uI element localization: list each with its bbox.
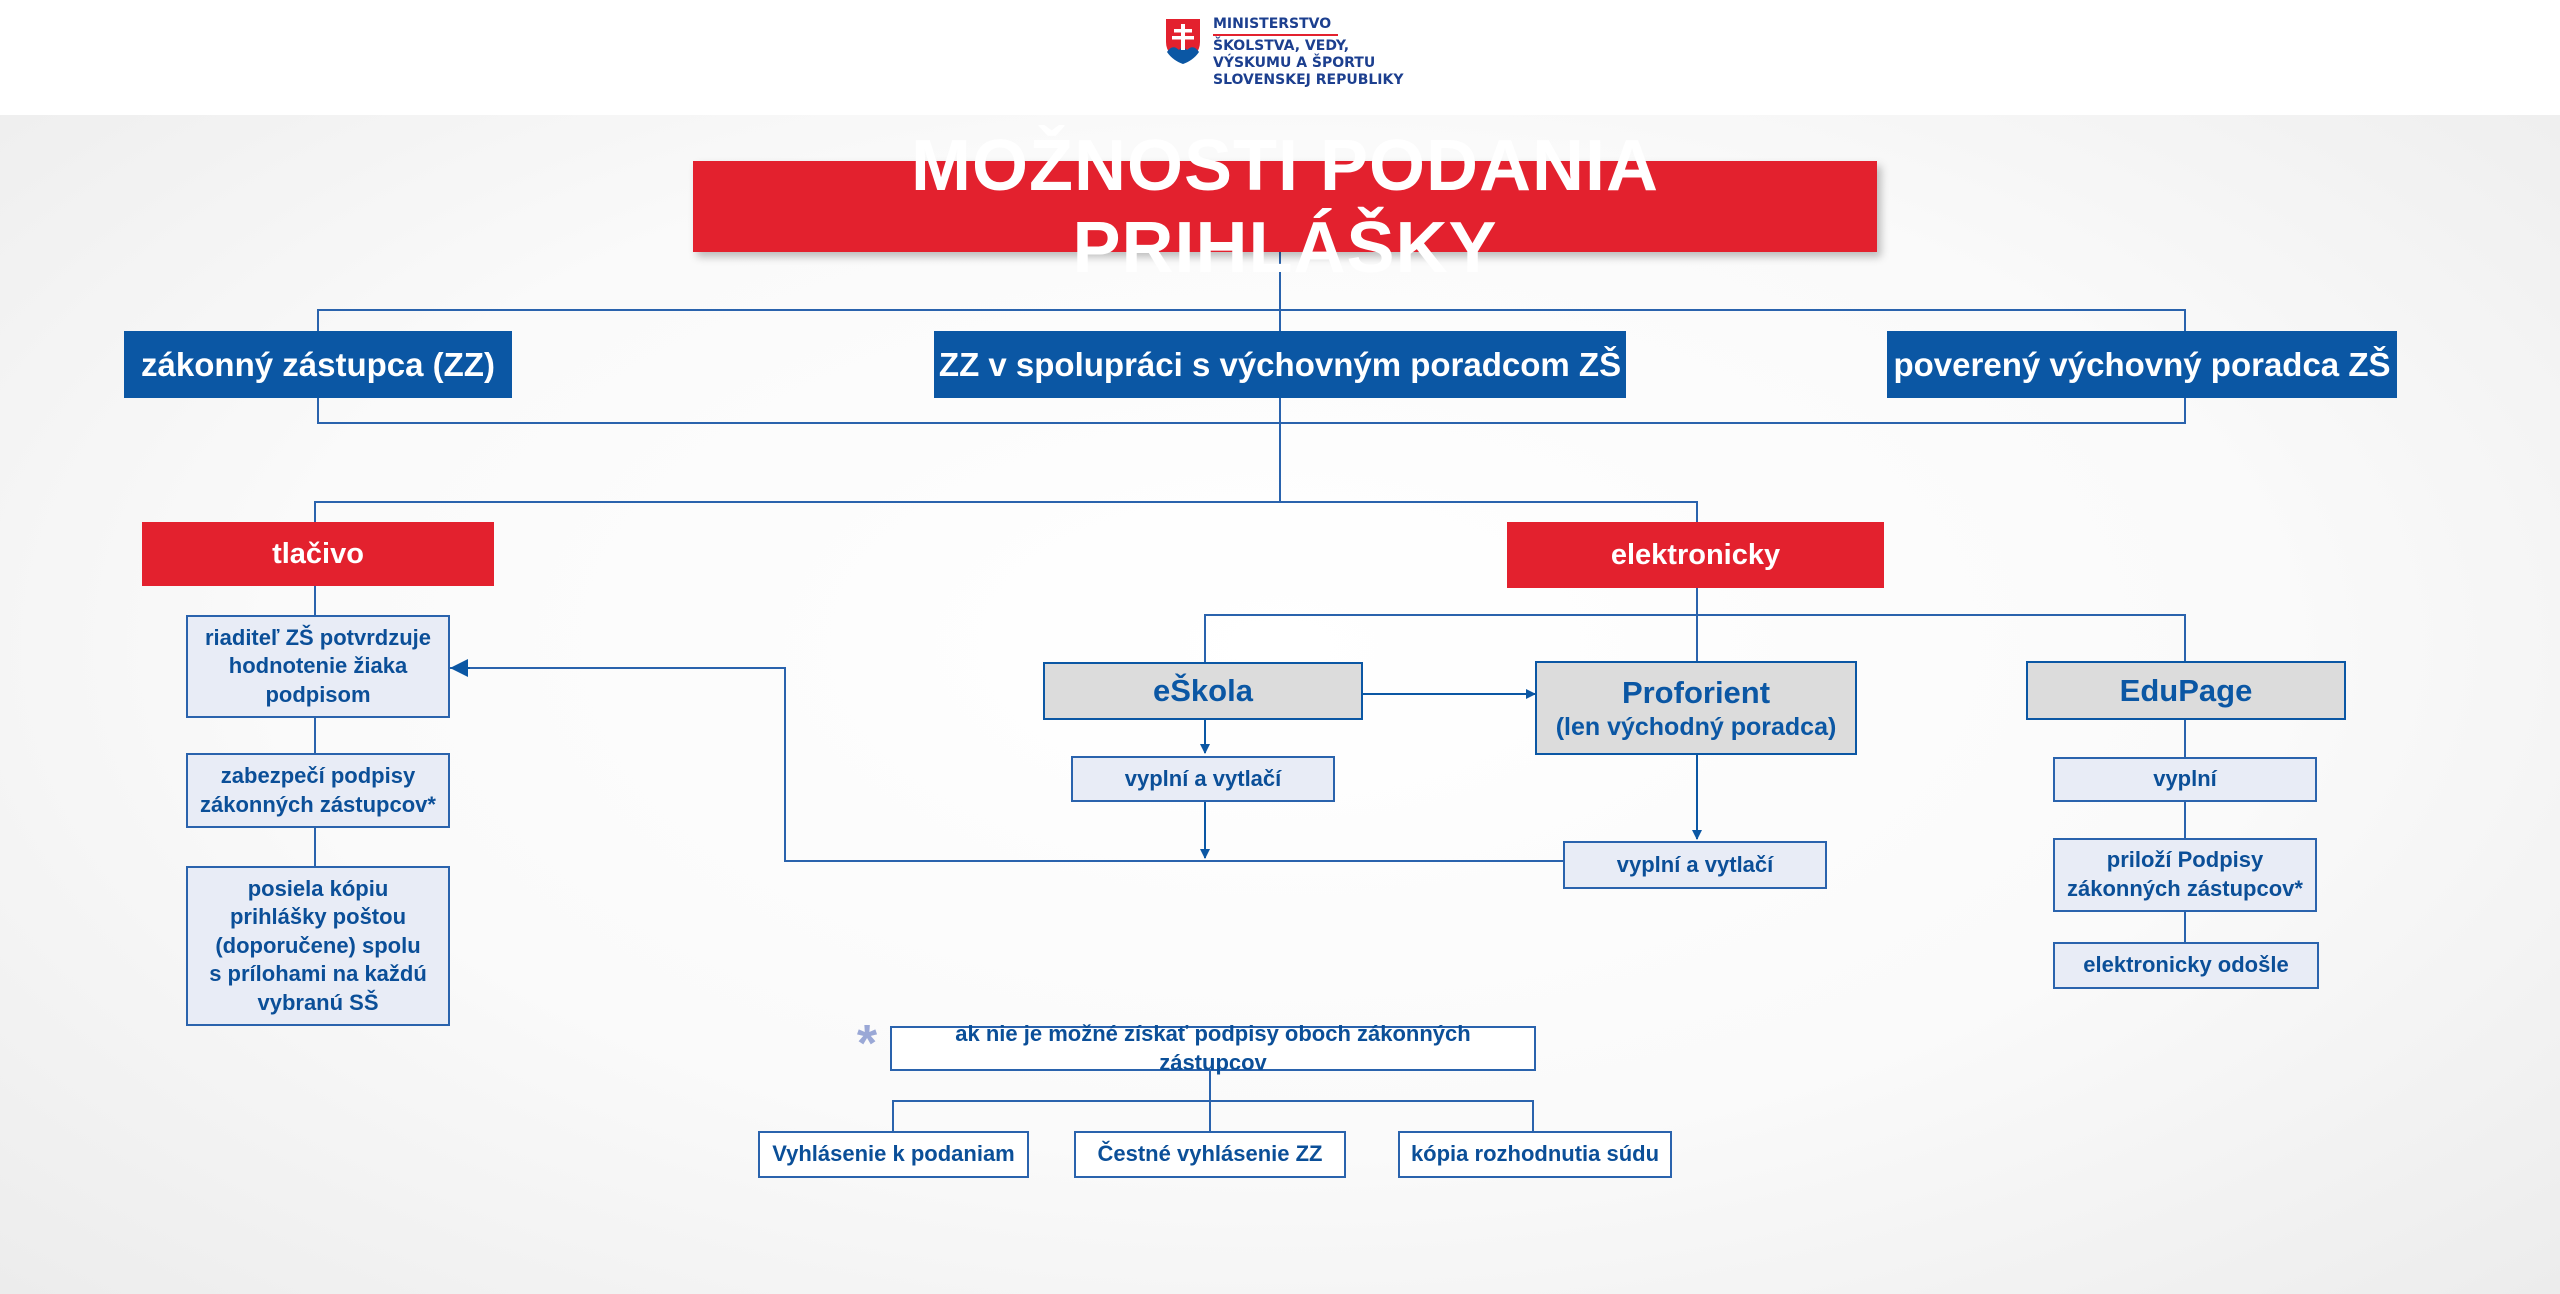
footnote-option-declaration-text: Vyhlásenie k podaniam	[772, 1141, 1015, 1167]
submitter-authorized-counselor	[1887, 331, 2397, 398]
paper-step-guardian-signatures	[186, 753, 450, 828]
diagram-title-text: MOŽNOSTI PODANIA PRIHLÁŠKY	[911, 125, 1659, 288]
edupage-step-attach-signatures	[2053, 838, 2317, 912]
system-proforient-label: Proforient	[1621, 675, 1771, 711]
paper-step-director-confirms	[186, 615, 450, 718]
footnote-option-honor-declaration	[1074, 1131, 1346, 1178]
method-paper-form-label: tlačivo	[272, 537, 364, 570]
submitter-authorized-counselor-label: poverený výchovný poradca ZŠ	[1893, 345, 2391, 383]
ministry-name-rest: ŠKOLSTVA, VEDY, VÝSKUMU A ŠPORTU SLOVENSKEJ REPUBLIKY	[1213, 38, 1404, 88]
system-edupage-label: EduPage	[2119, 672, 2253, 708]
edupage-step-fill-text: vyplní	[2153, 766, 2217, 792]
eskola-step-fill-print	[1071, 756, 1335, 802]
edupage-step-attach-signatures-text: priloží Podpisy zákonných zástupcov*	[2067, 847, 2303, 901]
paper-step-guardian-signatures-text: zabezpečí podpisy zákonných zástupcov*	[200, 762, 436, 817]
footnote-option-honor-declaration-text: Čestné vyhlásenie ZZ	[1097, 1141, 1323, 1167]
method-paper-form	[142, 522, 494, 586]
system-proforient-note: (len východný poradca)	[1555, 712, 1837, 741]
system-edupage	[2026, 661, 2346, 720]
edupage-step-send-electronically	[2053, 942, 2319, 989]
system-proforient	[1535, 661, 1857, 755]
proforient-step-fill-print	[1563, 841, 1827, 889]
submitter-guardian-with-counselor	[934, 331, 1626, 398]
footnote-text: ak nie je možné získať podpisy oboch zákonných zástupcov	[955, 1020, 1471, 1075]
footnote-asterisk: *	[856, 1015, 878, 1073]
submitter-legal-guardian	[124, 331, 512, 398]
footnote-option-court-decision	[1398, 1131, 1672, 1178]
proforient-step-fill-print-text: vyplní a vytlačí	[1616, 851, 1774, 877]
submitter-guardian-with-counselor-label: ZZ v spolupráci s výchovným poradcom ZŠ	[938, 345, 1622, 383]
eskola-step-fill-print-text: vyplní a vytlačí	[1124, 765, 1282, 791]
submitter-legal-guardian-label: zákonný zástupca (ZZ)	[141, 345, 495, 383]
method-electronic-label: elektronicky	[1610, 538, 1781, 571]
edupage-step-send-electronically-text: elektronicky odošle	[2083, 952, 2289, 978]
footnote-option-declaration	[758, 1131, 1029, 1178]
footnote-option-court-decision-text: kópia rozhodnutia súdu	[1410, 1141, 1660, 1167]
edupage-step-fill	[2053, 757, 2317, 802]
paper-step-send-by-post	[186, 866, 450, 1026]
footnote-box	[890, 1020, 1536, 1075]
paper-step-director-confirms-text: riaditeľ ZŠ potvrdzuje hodnotenie žiaka podpisom	[204, 624, 432, 707]
system-eskola-label: eŠkola	[1153, 673, 1253, 709]
diagram-title	[693, 125, 1877, 288]
system-eskola	[1043, 662, 1363, 720]
ministry-name-line1: MINISTERSTVO	[1213, 16, 1338, 36]
paper-step-send-by-post-text: posiela kópiu prihlášky poštou (doporučene) spolu s prílohami na každú vybranú SŠ	[209, 875, 427, 1015]
method-electronic	[1507, 522, 1884, 588]
